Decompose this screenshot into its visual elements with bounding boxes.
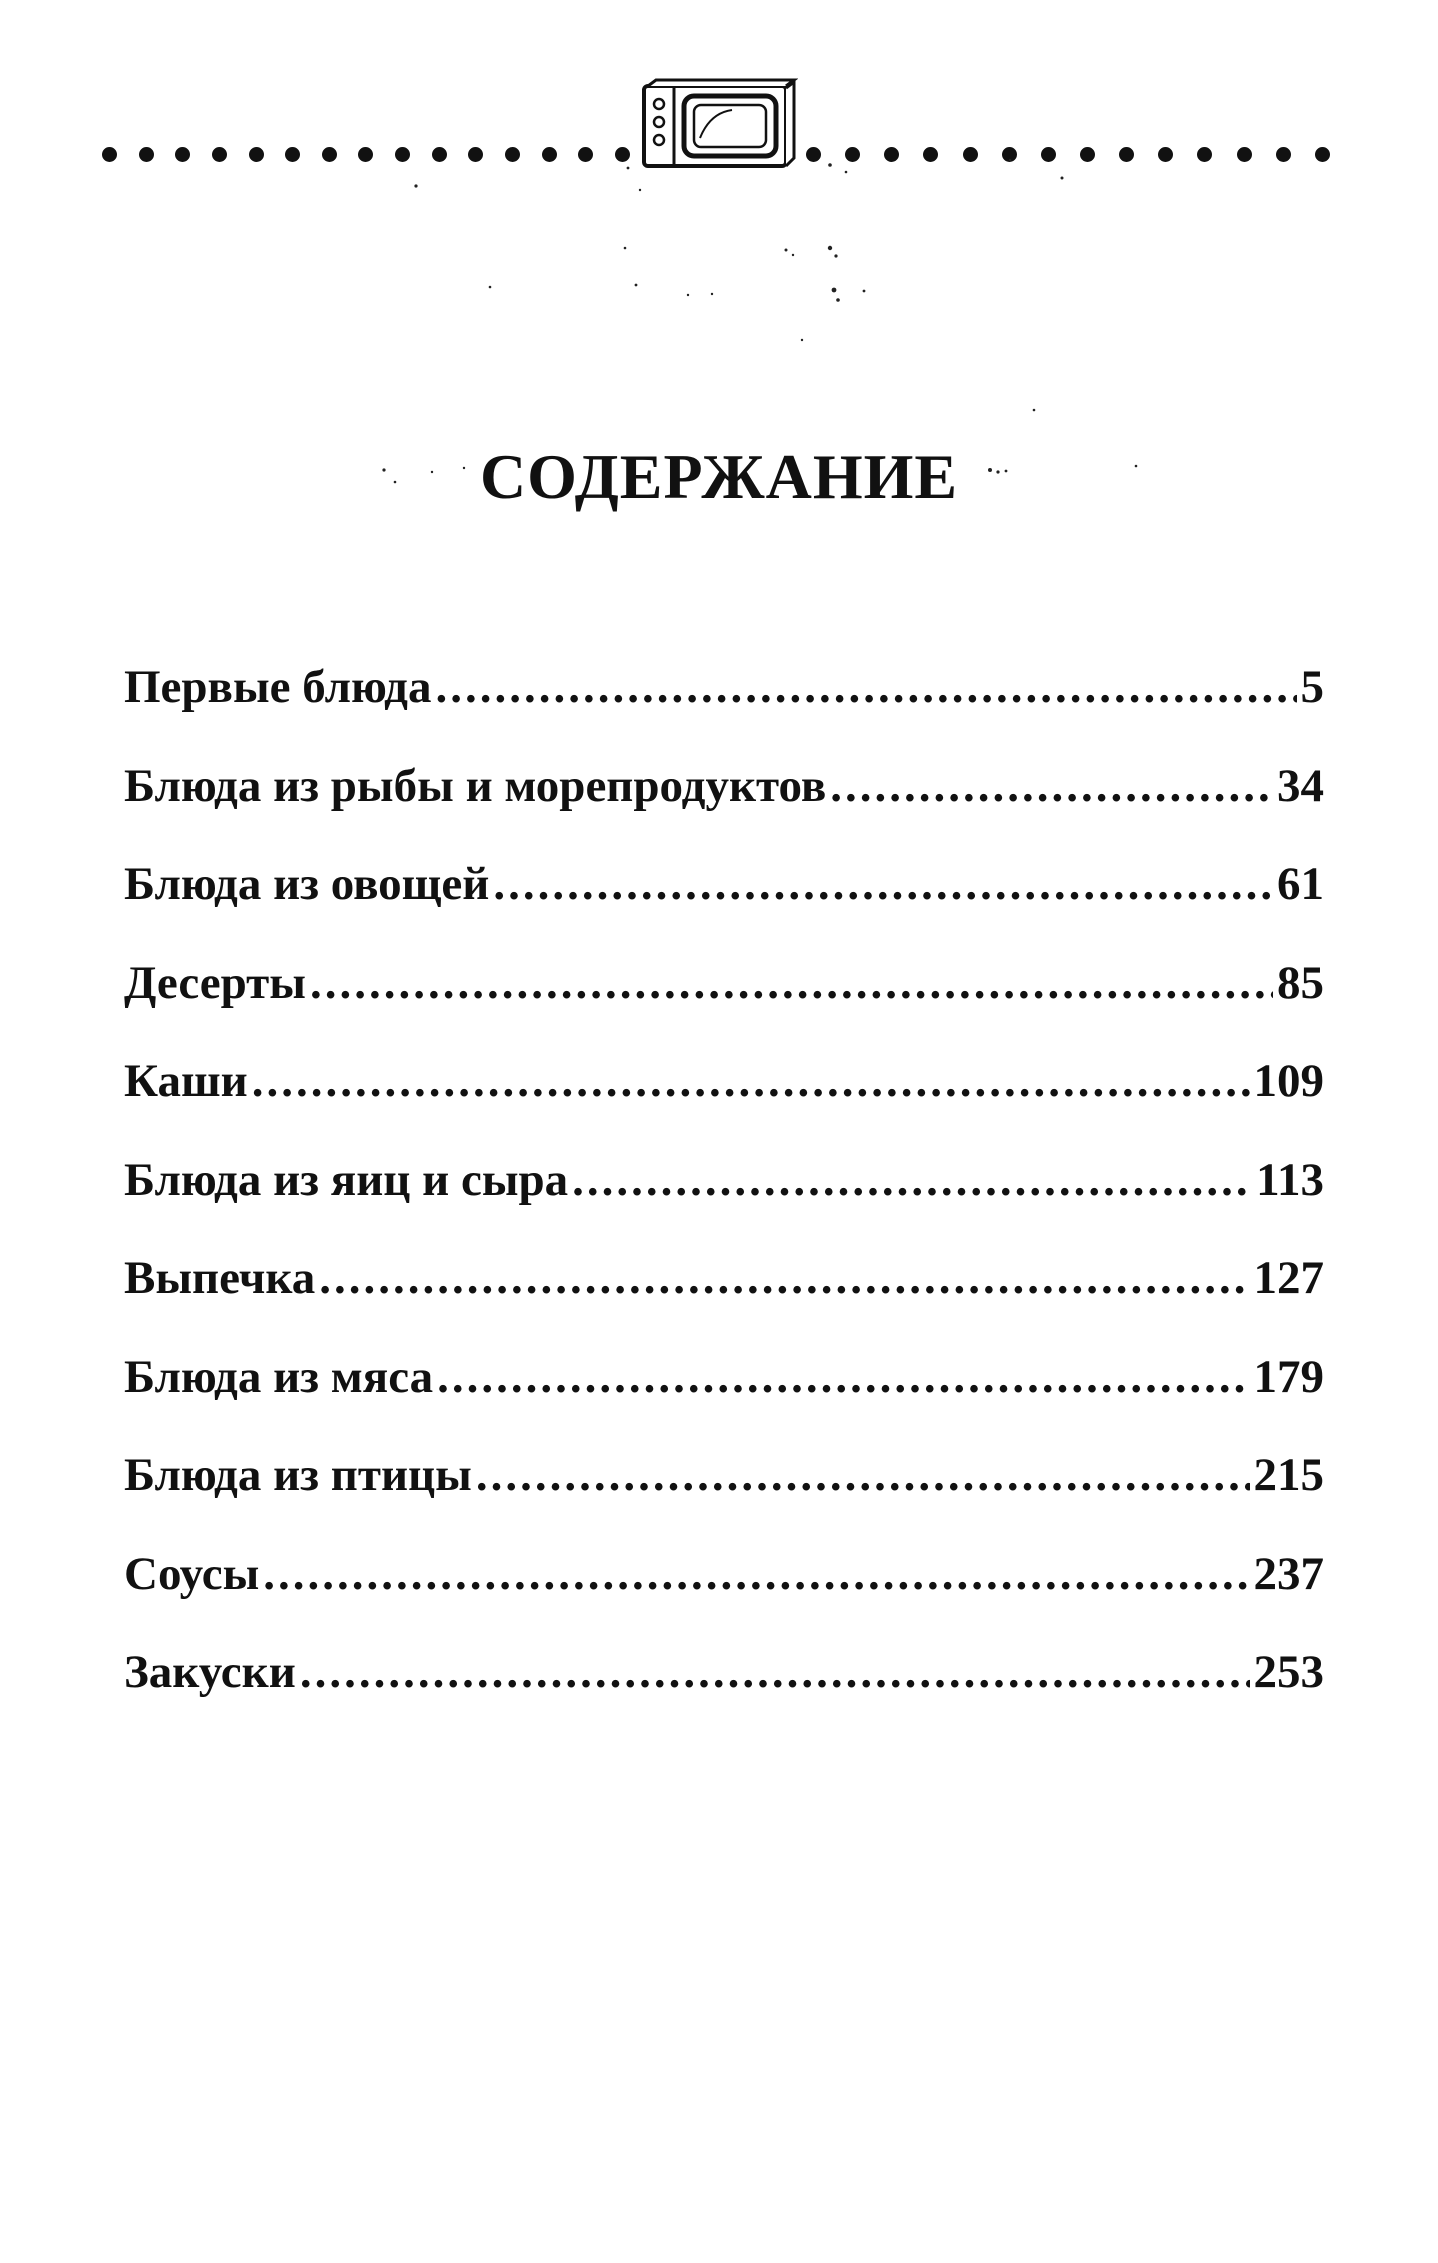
toc-entry[interactable]: [124, 1054, 1324, 1153]
dot-leader: [437, 1350, 1249, 1404]
toc-entry[interactable]: [124, 1645, 1324, 1744]
toc-entry[interactable]: [124, 1153, 1324, 1252]
decorative-dot-rule-left: [102, 142, 630, 166]
dot-leader: [435, 660, 1296, 714]
decorative-dot-rule-right: [806, 142, 1330, 166]
toc-entry-page-number: 127: [1253, 1252, 1324, 1304]
toc-entry-title: Соусы: [124, 1547, 260, 1600]
toc-entry-page-number: 113: [1256, 1153, 1324, 1206]
dot-leader: [493, 857, 1273, 911]
toc-entry[interactable]: [124, 660, 1324, 759]
table-of-contents: [124, 660, 1324, 1744]
toc-entry-title: Блюда из яиц и сыра: [124, 1153, 569, 1206]
dot-leader: [319, 1251, 1249, 1305]
toc-entry-title: Блюда из рыбы и морепродуктов: [124, 759, 827, 812]
dot-leader: [252, 1054, 1250, 1108]
toc-entry[interactable]: [124, 1350, 1324, 1449]
toc-entry-title: Каши: [124, 1055, 248, 1107]
dot-leader: [310, 956, 1273, 1010]
toc-entry-page-number: 179: [1253, 1350, 1324, 1403]
toc-entry-page-number: 61: [1277, 858, 1324, 910]
toc-entry-title: Блюда из мяса: [124, 1350, 434, 1403]
page-header: [0, 0, 1438, 240]
toc-entry[interactable]: [124, 1251, 1324, 1350]
toc-entry-page-number: 215: [1253, 1449, 1324, 1501]
toc-entry-title: Выпечка: [124, 1252, 316, 1304]
toc-entry-title: Закуски: [124, 1646, 296, 1698]
toc-entry-title: Первые блюда: [124, 661, 432, 713]
toc-entry-title: Блюда из овощей: [124, 858, 490, 910]
dot-leader: [263, 1547, 1249, 1601]
toc-entry[interactable]: [124, 759, 1324, 858]
toc-entry[interactable]: [124, 1448, 1324, 1547]
toc-entry-page-number: 5: [1300, 661, 1324, 713]
toc-entry-page-number: 85: [1277, 956, 1324, 1009]
microwave-oven-icon: [640, 78, 798, 174]
dot-leader: [476, 1448, 1250, 1502]
toc-entry-page-number: 253: [1253, 1646, 1324, 1698]
toc-entry-title: Блюда из птицы: [124, 1449, 472, 1501]
toc-entry[interactable]: [124, 857, 1324, 956]
toc-entry-page-number: 109: [1253, 1055, 1324, 1107]
toc-entry-page-number: 237: [1253, 1547, 1324, 1600]
page-title: СОДЕРЖАНИЕ: [479, 441, 959, 512]
toc-entry[interactable]: [124, 1547, 1324, 1646]
dot-leader: [572, 1153, 1252, 1207]
toc-entry-page-number: 34: [1277, 759, 1324, 812]
toc-entry-title: Десерты: [124, 956, 306, 1009]
dot-leader: [300, 1645, 1250, 1699]
toc-entry[interactable]: [124, 956, 1324, 1055]
dot-leader: [830, 759, 1273, 813]
